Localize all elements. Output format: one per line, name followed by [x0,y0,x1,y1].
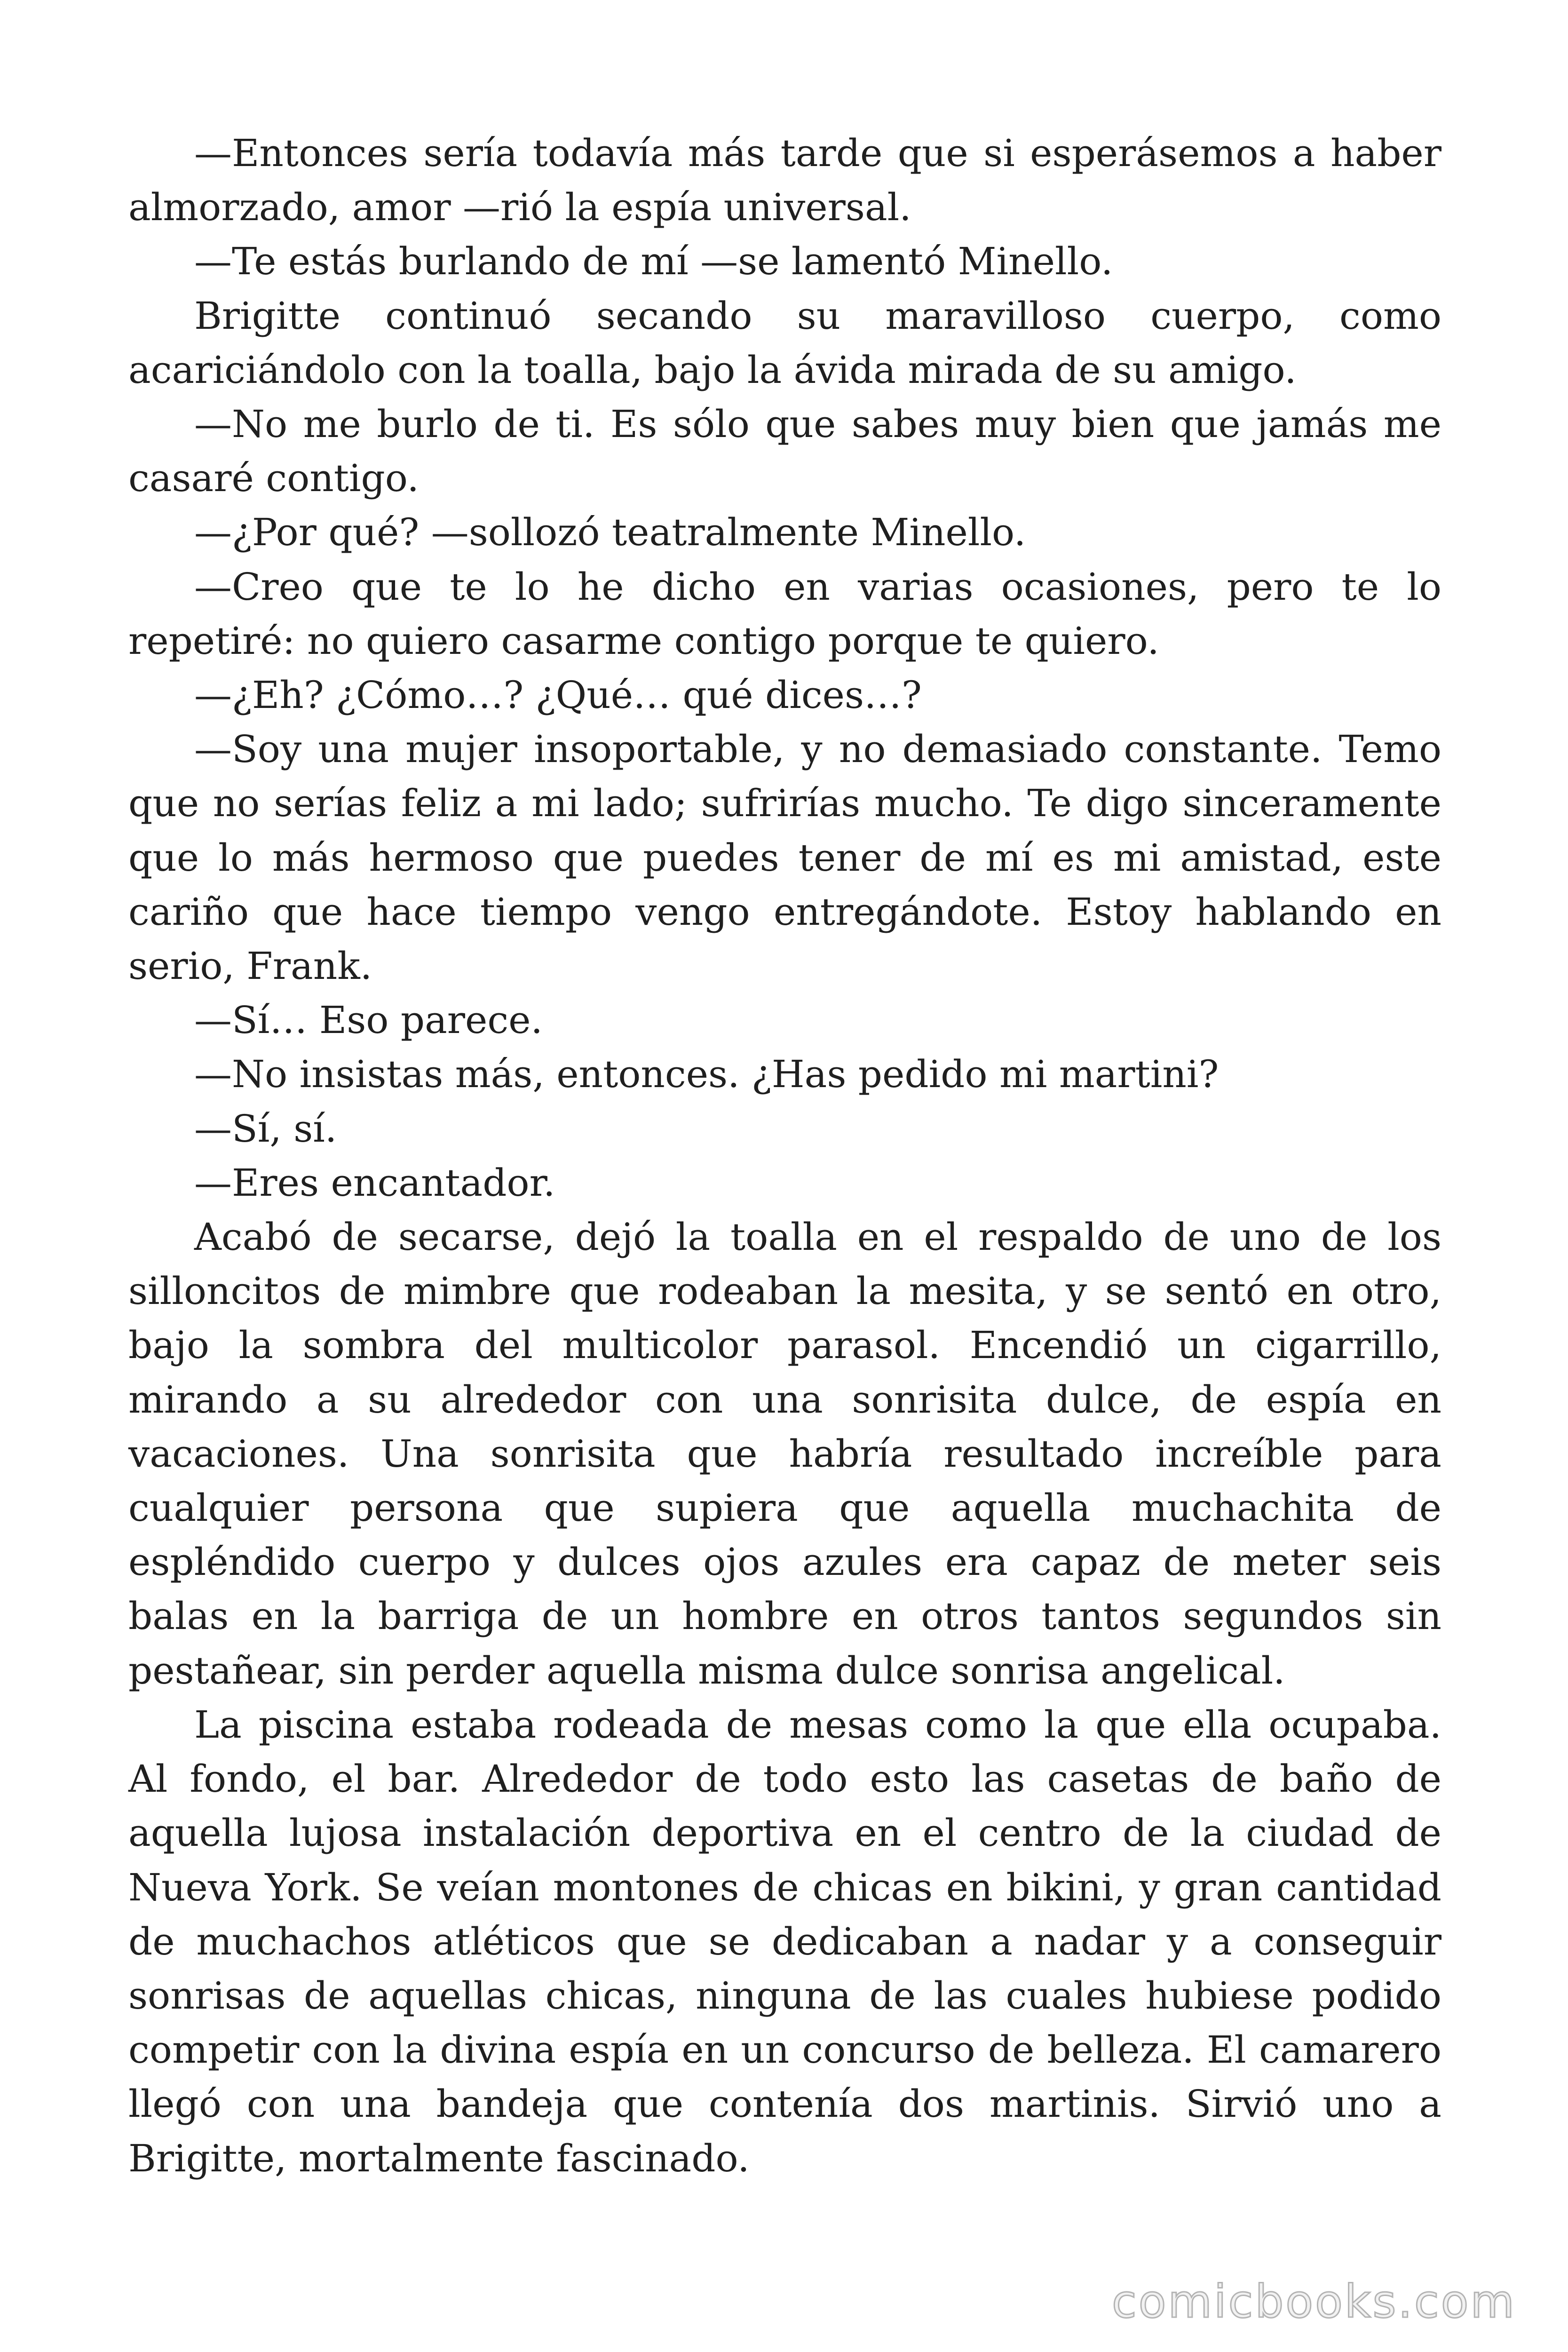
paragraph: —No insistas más, entonces. ¿Has pedido mi martini? [194,1052,1219,1097]
paragraph: —Sí, sí. [194,1106,337,1151]
paragraph: —Creo que te lo he dicho en varias ocasiones, pero te lo repetiré: no quiero casarme contigo porque te quiero. [128,564,1441,663]
paragraph: —¿Eh? ¿Cómo…? ¿Qué… qué dices…? [194,673,922,717]
paragraph: —Sí… Eso parece. [194,998,543,1042]
paragraph: —Eres encantador. [194,1160,555,1205]
paragraph: Acabó de secarse, dejó la toalla en el respaldo de uno de los silloncitos de mimbre que rodeaban la mesita, y se sentó en otro, bajo la sombra del multicolor parasol. Encendió un cigarrillo, mirando a su alrededor con una sonrisita dulce, de espía en vacaciones. Una sonrisita que habría resultado increíble para cualquier persona que supiera que aquella muchachita de espléndido cuerpo y dulces ojos azules era capaz de meter seis balas en la barriga de un hombre en otros tantos segundos sin pestañear, sin perder aquella misma dulce sonrisa angelical. [128,1215,1441,1692]
body-text [128,126,1441,2185]
paragraph: —Entonces sería todavía más tarde que si esperásemos a haber almorzado, amor —rió la espía universal. [128,131,1441,230]
paragraph: —Soy una mujer insoportable, y no demasiado constante. Temo que no serías feliz a mi lado; sufrirías mucho. Te digo sinceramente que lo más hermoso que puedes tener de mí es mi amistad, este cariño que hace tiempo vengo entregándote. Estoy hablando en serio, Frank. [128,727,1441,988]
paragraph: La piscina estaba rodeada de mesas como la que ella ocupaba. Al fondo, el bar. Alrededor de todo esto las casetas de baño de aquella lujosa instalación deportiva en el centro de la ciudad de Nueva York. Se veían montones de chicas en bikini, y gran cantidad de muchachos atléticos que se dedicaban a nadar y a conseguir sonrisas de aquellas chicas, ninguna de las cuales hubiese podido competir con la divina espía en un concurso de belleza. El camarero llegó con una bandeja que contenía dos martinis. Sirvió uno a Brigitte, mortalmente fascinado. [128,1702,1441,2180]
site-watermark: comicbooks.com [1111,2275,1516,2328]
paragraph: Brigitte continuó secando su maravilloso cuerpo, como acariciándolo con la toalla, bajo la ávida mirada de su amigo. [128,294,1441,392]
paragraph: —Te estás burlando de mí —se lamentó Minello. [194,239,1113,284]
paragraph: —No me burlo de ti. Es sólo que sabes muy bien que jamás me casaré contigo. [128,402,1441,501]
paragraph: —¿Por qué? —sollozó teatralmente Minello. [194,510,1026,555]
